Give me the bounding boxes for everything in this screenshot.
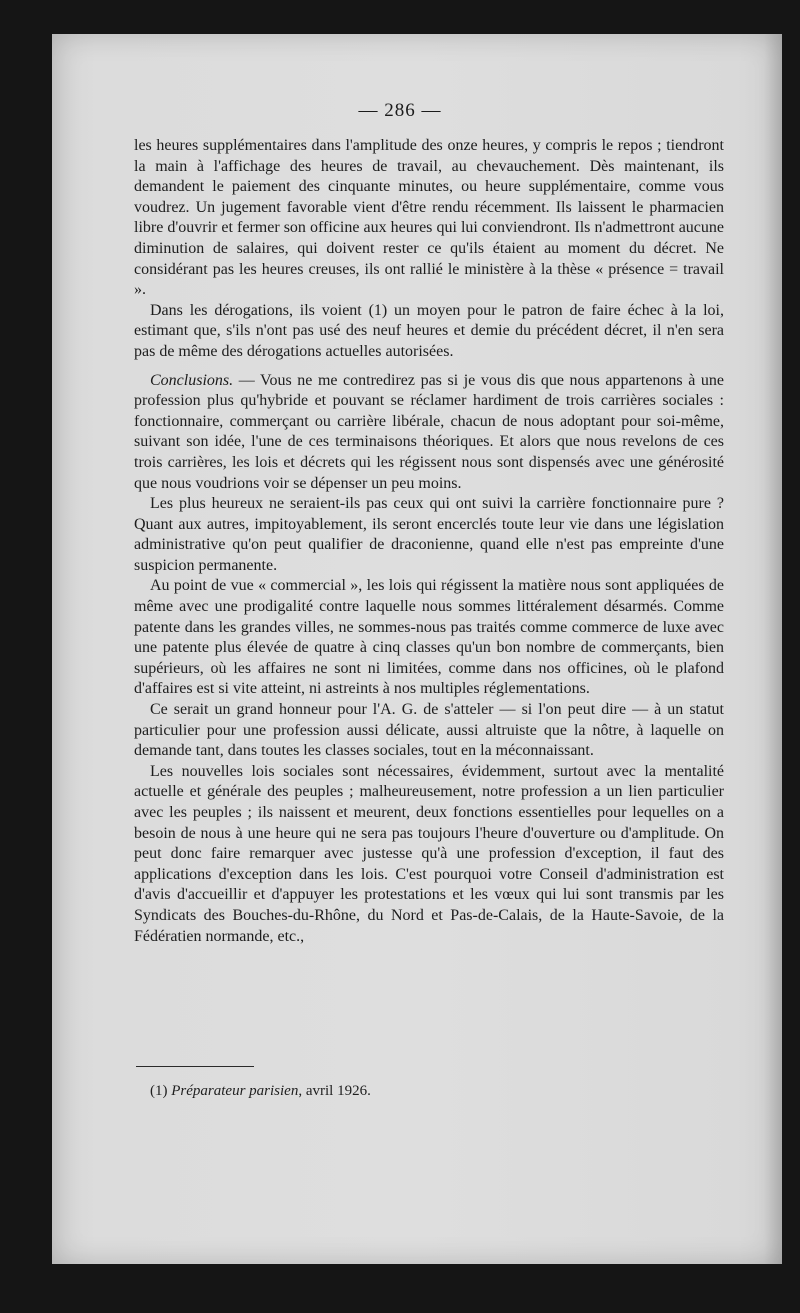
- paragraph-2: [134, 301, 724, 363]
- footnote-source: Préparateur parisien: [171, 1083, 299, 1099]
- paragraph-4: [134, 494, 724, 576]
- paragraph-4-text: Les plus heureux ne seraient-ils pas ceux qui ont suivi la carrière fonctionnaire pure ? Quant aux autres, impitoyablement, ils seront encerclés toute leur vie dans une législation administrative qu'on peut qualifier de draconienne, quand elle n'est pas empreinte d'une suspicion permanente.: [134, 495, 724, 574]
- paragraph-3: [134, 371, 724, 495]
- paragraph-7-text: Les nouvelles lois sociales sont nécessaires, évidemment, surtout avec la mentalité actuelle et générale des peuples ; malheureusement, notre profession a un lien particulier avec les peuples ; ils naissent et meurent, deux fonctions essentielles pour lequelles on a besoin de nous à une heure qui ne sera pas toujours l'heure d'ouverture ou d'amplitude. On peut donc faire remarquer avec justesse qu'à une profession d'exception, il faut des applications d'exception dans les lois. C'est pourquoi votre Conseil d'administration est d'avis d'accueillir et d'appuyer les protestations et les vœux qui lui sont transmis par les Syndicats des Bouches-du-Rhône, du Nord et Pas-de-Calais, de la Haute-Savoie, de la Fédératien normande, etc.,: [134, 762, 724, 945]
- footnote-marker: (1): [150, 1083, 168, 1099]
- body-text: [134, 136, 724, 947]
- section-lead-conclusions: Conclusions.: [150, 371, 234, 389]
- paragraph-3-text: — Vous ne me contredirez pas si je vous dis que nous appartenons à une profession plus qu'hybride et pouvant se réclamer hardiment de trois carrières sociales : fonctionnaire, commerçant ou carrière libérale, chacun de nous adoptant pour soi-même, suivant son idée, l'une de ces terminaisons théoriques. Et alors que nous revelons de ces trois carrières, les lois et décrets qui les régissent nous sont dispensés avec une générosité que nous voudrions voir se dépenser un peu moins.: [134, 371, 724, 492]
- paragraph-5-text: Au point de vue « commercial », les lois qui régissent la matière nous sont appliquées de même avec une prodigalité contre laquelle nous sommes littéralement désarmés. Comme patente dans les grandes villes, ne sommes-nous pas traités comme commerce de luxe avec une patente plus élevée de quatre à cinq classes qu'un bon nombre de commerçants, bien supérieurs, où les affaires ne sont ni limitées, comme dans nos officines, où le plafond d'affaires est si vite atteint, ni astreints à nos multiples réglementations.: [134, 577, 724, 698]
- paragraph-1-text: les heures supplémentaires dans l'amplitude des onze heures, y compris le repos ; tiendront la main à l'affichage des heures de travail, au chevauchement. Dès maintenant, ils demandent le paiement des cinquante minutes, ou heure supplémentaire, comme vous voudrez. Un jugement favorable vient d'être rendu récemment. Ils laissent le pharmacien libre d'ouvrir et fermer son officine aux heures qui lui conviendront. Ils n'admettront aucune diminution de salaires, qui doivent rester ce qu'ils étaient au moment du décret. Ne considérant pas les heures creuses, ils ont rallié le ministère à la thèse « présence = travail ».: [134, 137, 724, 299]
- footnote-divider: [136, 1066, 254, 1067]
- paragraph-1: [134, 136, 724, 301]
- paragraph-5: [134, 576, 724, 700]
- footnote: [150, 1083, 371, 1100]
- paragraph-7: [134, 762, 724, 947]
- paragraph-6-text: Ce serait un grand honneur pour l'A. G. de s'atteler — si l'on peut dire — à un statut particulier pour une profession aussi délicate, aussi altruiste que la nôtre, à laquelle on demande tant, dans toutes les classes sociales, tout en la méconnaissant.: [134, 701, 724, 760]
- page-number: — 286 —: [358, 100, 442, 121]
- footnote-date: , avril 1926.: [298, 1083, 371, 1099]
- paragraph-2-text: Dans les dérogations, ils voient (1) un moyen pour le patron de faire échec à la loi, estimant que, s'ils n'ont pas usé des neuf heures et demie du précédent décret, il n'en sera pas de même des dérogations actuelles autorisées.: [134, 301, 724, 360]
- paragraph-6: [134, 700, 724, 762]
- page-edge-shadow: [764, 34, 782, 1264]
